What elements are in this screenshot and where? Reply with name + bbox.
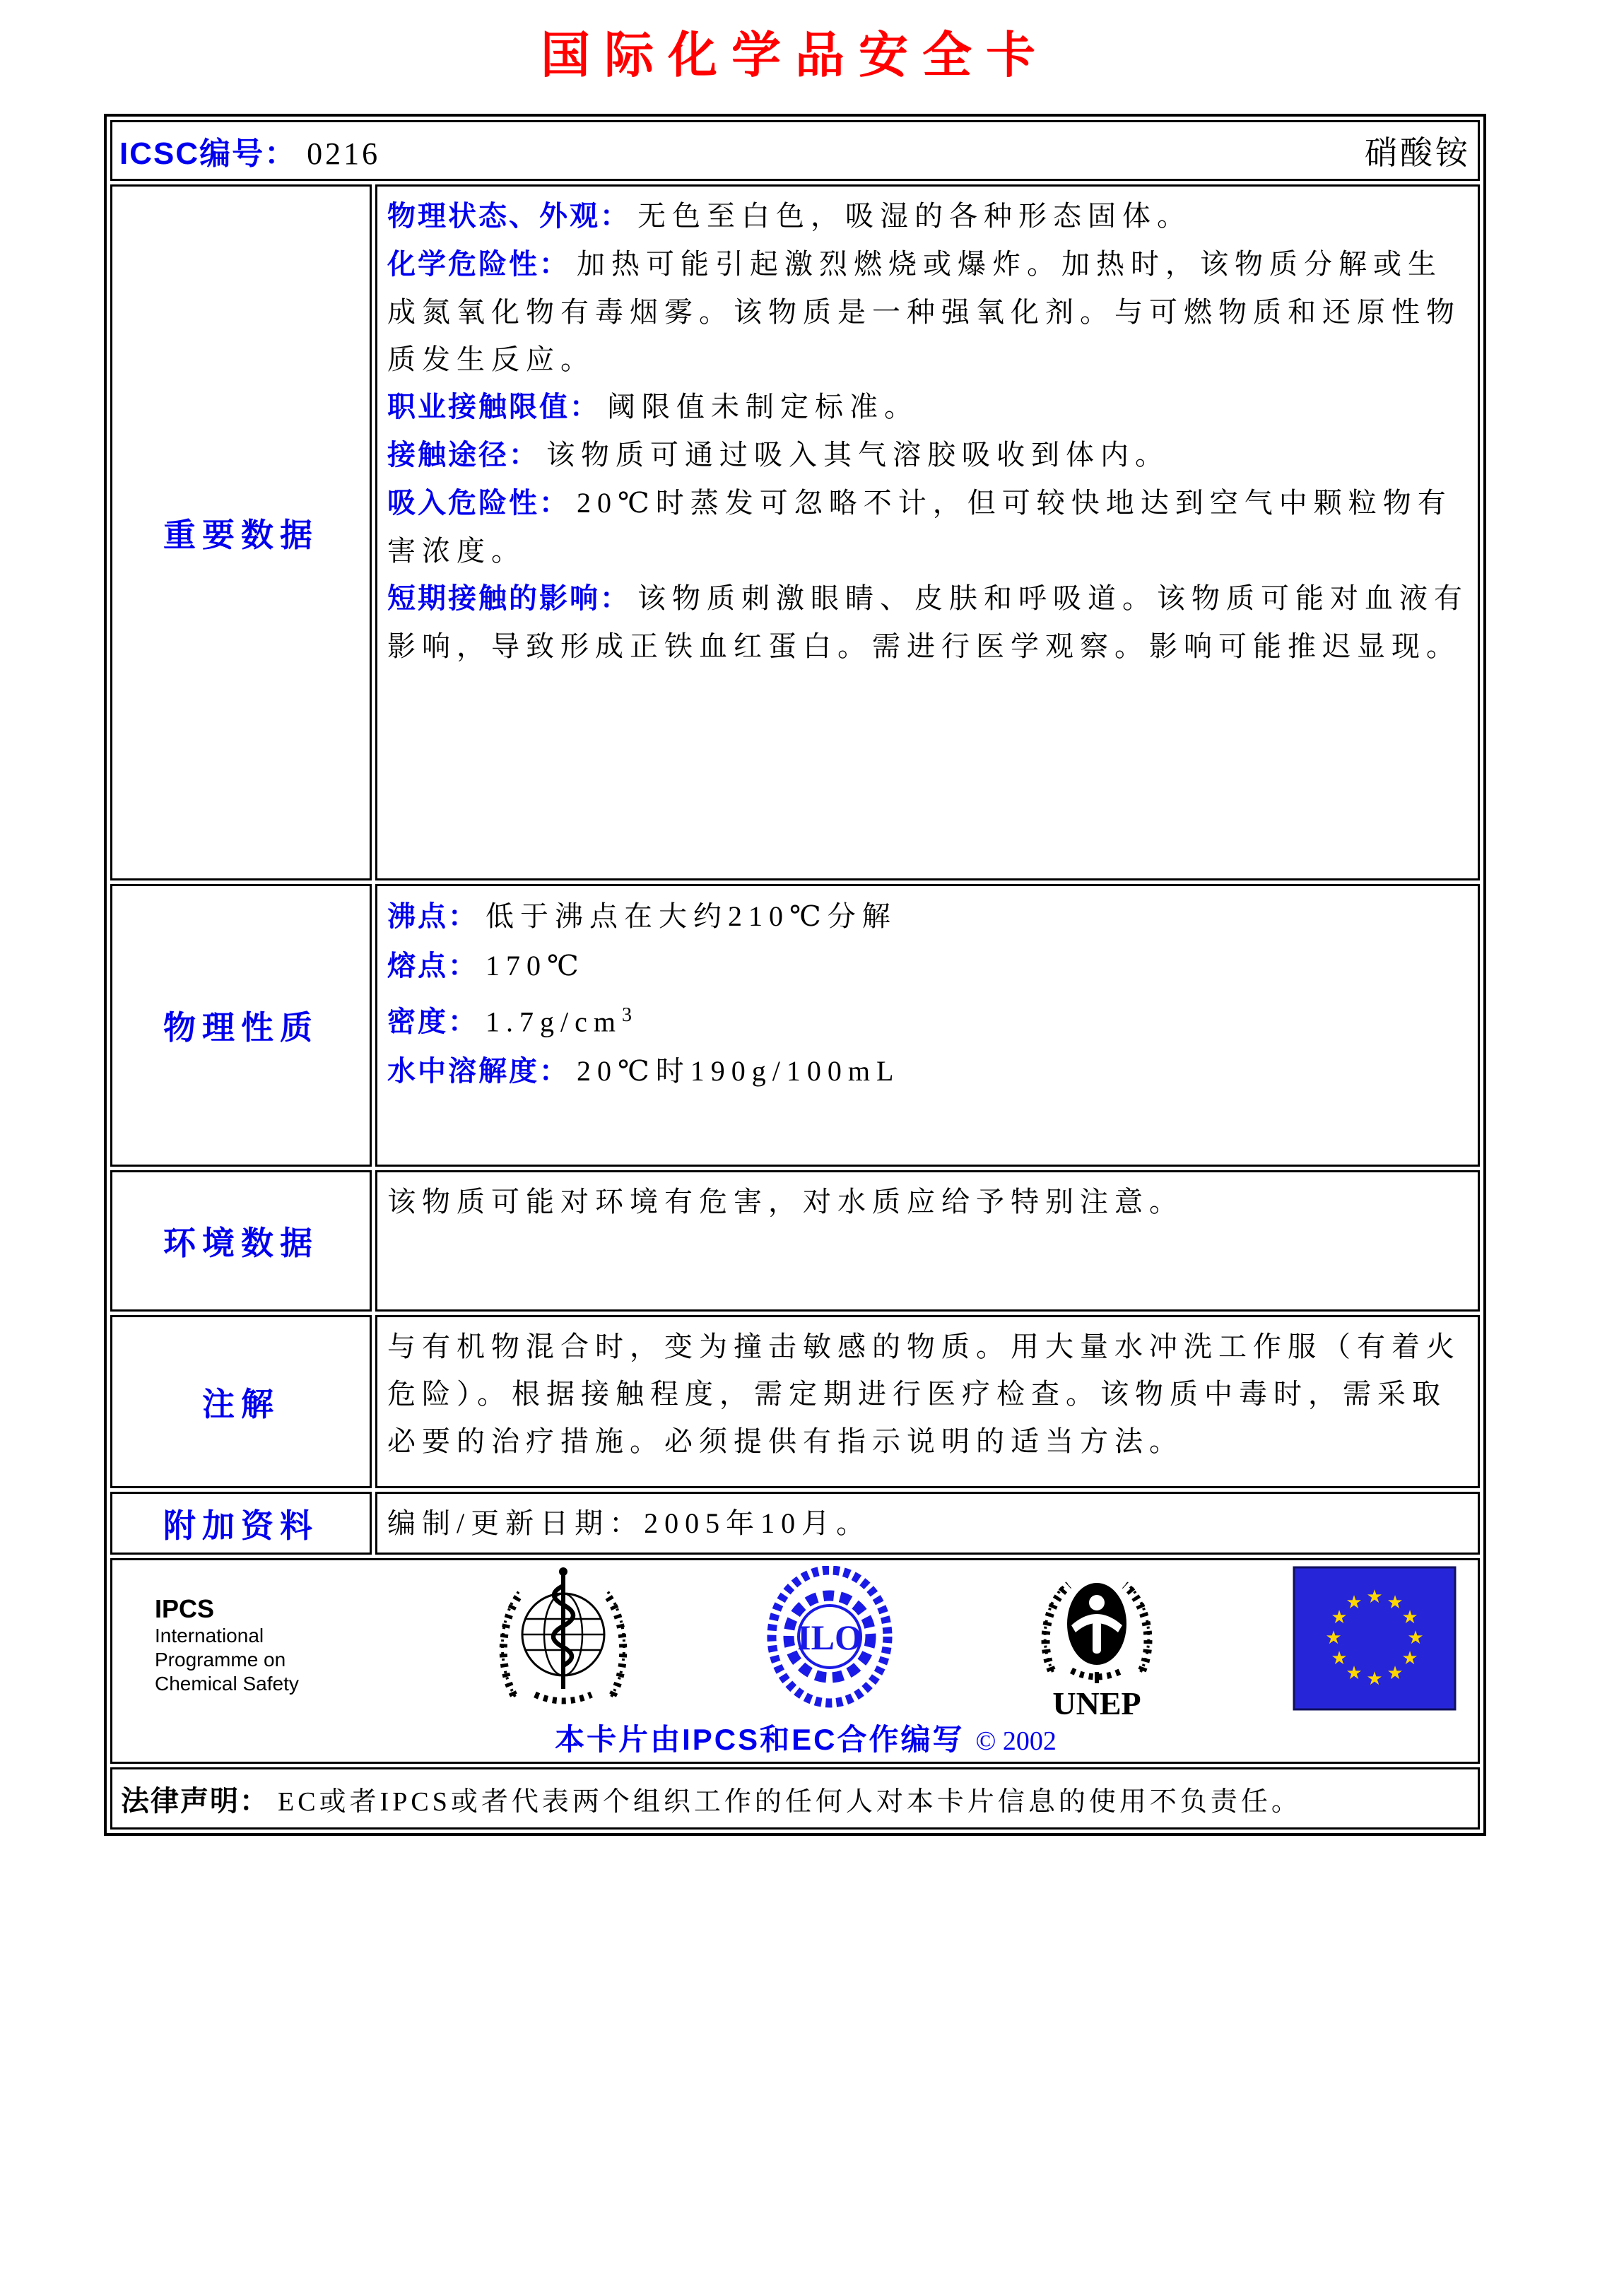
svg-text:★: ★ (1366, 1586, 1383, 1607)
important-data-content (375, 184, 1480, 880)
ilo-logo-icon (759, 1566, 900, 1714)
item-label: 物理状态、外观： (387, 201, 630, 232)
water-solubility-item (387, 1047, 1469, 1096)
environmental-data-row-label: 环境数据 (110, 1170, 372, 1312)
item-label: 职业接触限值： (387, 391, 600, 423)
unep-logo-icon (1026, 1566, 1167, 1721)
physical-state-appearance-item (387, 192, 1469, 240)
copyright-year: © 2002 (975, 1726, 1057, 1756)
additional-info-text: 编制/更新日期：2005年10月。 (387, 1507, 871, 1539)
inhalation-risk-item (387, 479, 1469, 575)
ipcs-line2: Programme on (155, 1649, 286, 1671)
item-text: 该物质可通过吸入其气溶胶吸收到体内。 (546, 439, 1170, 471)
item-label: 密度： (387, 1006, 478, 1038)
physical-properties-content (375, 884, 1480, 1167)
legal-text: EC或者IPCS或者代表两个组织工作的任何人对本卡片信息的使用不负责任。 (278, 1786, 1302, 1817)
notes-content (375, 1315, 1480, 1488)
chemical-name: 硝酸铵 (1365, 135, 1471, 171)
logos-row (110, 1558, 1480, 1764)
boiling-point-item (387, 892, 1469, 941)
item-text: 无色至白色，吸湿的各种形态固体。 (637, 200, 1191, 232)
melting-point-item (387, 941, 1469, 991)
important-data-row-label: 重要数据 (110, 184, 372, 880)
page-title: 国际化学品安全卡 (541, 29, 1049, 83)
copyright-text: 本卡片由IPCS和EC合作编写 (555, 1723, 965, 1756)
density-superscript: 3 (621, 1004, 632, 1026)
ipcs-acronym: IPCS (155, 1594, 215, 1623)
svg-text:★: ★ (1331, 1607, 1348, 1627)
short-term-exposure-effects-item (387, 575, 1469, 670)
legal-label: 法律声明： (121, 1785, 269, 1817)
icsc-number-group (119, 128, 380, 173)
header-row (110, 120, 1480, 181)
environmental-data-content (375, 1170, 1480, 1312)
svg-text:★: ★ (1387, 1663, 1404, 1683)
svg-text:★: ★ (1366, 1668, 1383, 1689)
icsc-number-value: 0216 (307, 136, 381, 171)
unep-logo-label: UNEP (1052, 1685, 1141, 1718)
ipcs-line1: International (155, 1625, 264, 1646)
item-label: 熔点： (387, 950, 478, 982)
ipcs-text-block (155, 1566, 367, 1696)
important-data-row (110, 184, 1480, 880)
icsc-number-label: ICSC编号： (119, 136, 298, 171)
item-label: 短期接触的影响： (387, 583, 630, 614)
svg-text:★: ★ (1346, 1663, 1363, 1683)
ipcs-line3: Chemical Safety (155, 1673, 299, 1695)
who-logo-icon (493, 1566, 634, 1714)
item-text: 阈限值未制定标准。 (607, 391, 919, 423)
organization-logos (155, 1566, 1457, 1718)
item-text: 该物质刺激眼睛、皮肤和呼吸道。该物质可能对血液有影响，导致形成正铁血红蛋白。需进行医学观察。影响可能推迟显现。 (387, 582, 1469, 662)
exposure-routes-item (387, 431, 1469, 479)
svg-text:★: ★ (1401, 1607, 1418, 1627)
svg-text:★: ★ (1331, 1648, 1348, 1668)
occupational-exposure-limit-item (387, 383, 1469, 431)
header (119, 127, 1471, 174)
item-text: 1.7g/cm (486, 1006, 622, 1038)
svg-text:★: ★ (1387, 1592, 1404, 1613)
physical-properties-row (110, 884, 1480, 1167)
density-item (387, 991, 1469, 1047)
eu-flag-icon (1293, 1566, 1457, 1714)
ilo-logo-label: ILO (797, 1618, 862, 1657)
item-label: 化学危险性： (387, 249, 570, 280)
environmental-data-text: 该物质可能对环境有危害，对水质应给予特别注意。 (387, 1186, 1184, 1218)
svg-text:★: ★ (1407, 1627, 1424, 1648)
item-text: 170℃ (486, 950, 585, 982)
item-text: 加热可能引起激烈燃烧或爆炸。加热时，该物质分解或生成氮氧化物有毒烟雾。该物质是一种强氧化剂。与可燃物质和还原性物质发生反应。 (387, 248, 1461, 375)
icsc-card-table (104, 114, 1486, 1836)
item-label: 水中溶解度： (387, 1056, 570, 1088)
item-label: 沸点： (387, 901, 478, 932)
chemical-hazard-item (387, 240, 1469, 383)
svg-text:★: ★ (1325, 1627, 1342, 1648)
additional-info-row-label: 附加资料 (110, 1492, 372, 1555)
additional-info-content (375, 1492, 1480, 1555)
notes-row (110, 1315, 1480, 1488)
legal-row (110, 1767, 1480, 1830)
environmental-data-row (110, 1170, 1480, 1312)
item-text: 低于沸点在大约210℃分解 (486, 900, 897, 932)
item-label: 吸入危险性： (387, 488, 570, 519)
notes-row-label: 注解 (110, 1315, 372, 1488)
item-text: 20℃时蒸发可忽略不计，但可较快地达到空气中颗粒物有害浓度。 (387, 487, 1452, 567)
notes-text: 与有机物混合时，变为撞击敏感的物质。用大量水冲洗工作服（有着火危险）。根据接触程度，需定期进行医疗检查。该物质中毒时，需采取必要的治疗措施。必须提供有指示说明的适当方法。 (387, 1331, 1461, 1457)
item-label: 接触途径： (387, 440, 539, 471)
svg-text:★: ★ (1401, 1648, 1418, 1668)
svg-text:★: ★ (1346, 1592, 1363, 1613)
item-text: 20℃时190g/100mL (577, 1055, 900, 1088)
copyright-line (155, 1716, 1457, 1759)
physical-properties-row-label: 物理性质 (110, 884, 372, 1167)
additional-info-row (110, 1492, 1480, 1555)
